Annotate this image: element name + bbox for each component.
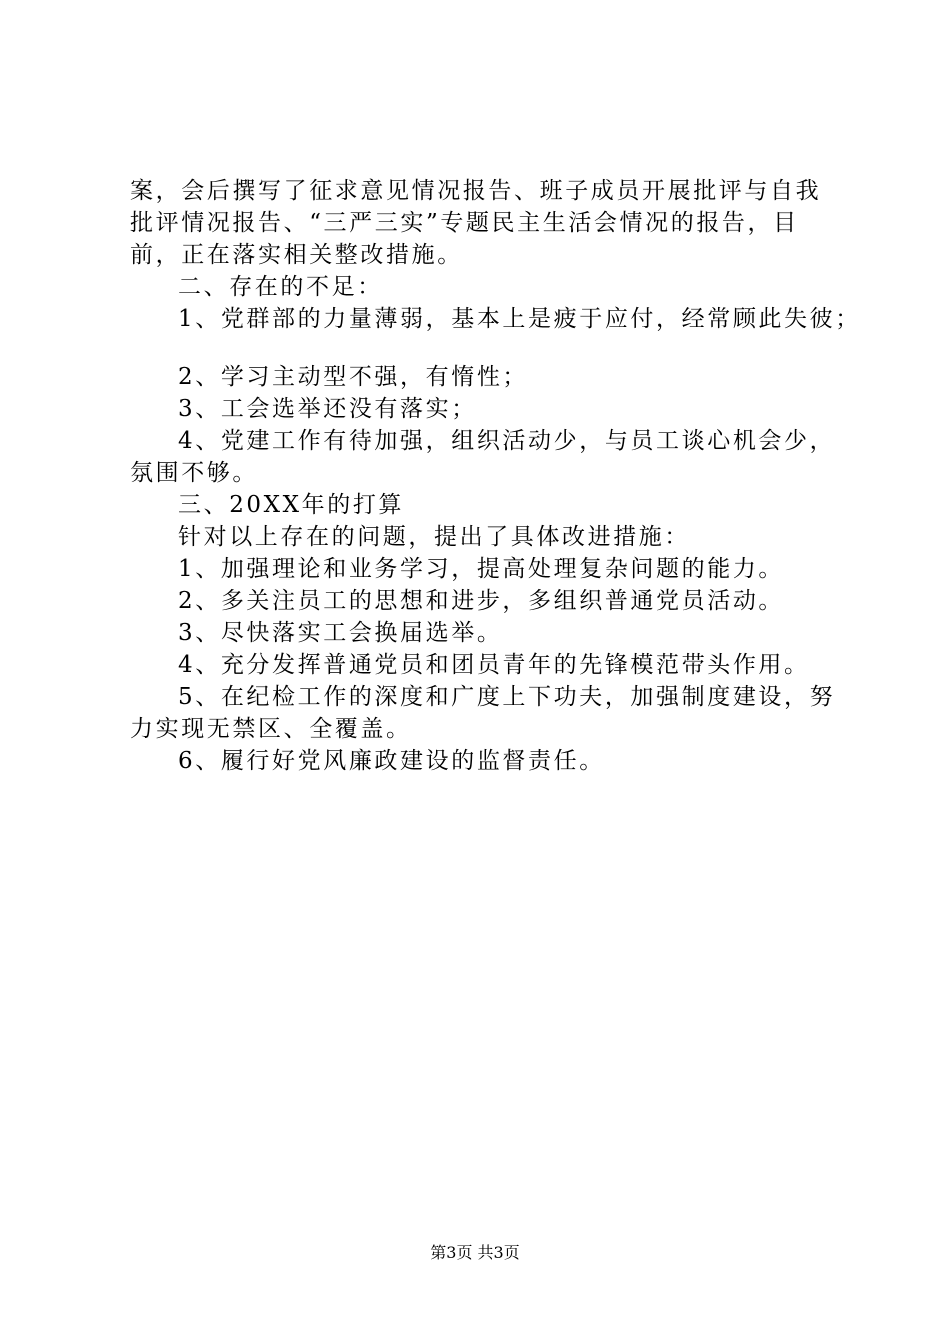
- section-heading: 二、存在的不足：: [178, 274, 383, 300]
- list-item: 2、多关注员工的思想和进步，多组织普通党员活动。: [178, 588, 785, 614]
- list-item: 4、充分发挥普通党员和团员青年的先锋模范带头作用。: [178, 652, 810, 678]
- list-item: 3、工会选举还没有落实；: [178, 396, 477, 422]
- list-item: 5、在纪检工作的深度和广度上下功夫，加强制度建设，努: [178, 684, 836, 710]
- body-text-line: 批评情况报告、“三严三实”专题民主生活会情况的报告，目: [130, 210, 799, 236]
- body-text-line: 前，正在落实相关整改措施。: [130, 242, 463, 268]
- list-item-continuation: 氛围不够。: [130, 460, 258, 486]
- list-item: 4、党建工作有待加强，组织活动少，与员工谈心机会少，: [178, 428, 836, 454]
- body-text-line: 针对以上存在的问题，提出了具体改进措施：: [178, 524, 690, 550]
- section-heading: 三、20XX年的打算: [178, 492, 405, 518]
- list-item: 1、加强理论和业务学习，提高处理复杂问题的能力。: [178, 556, 785, 582]
- page-number-footer: 第3页 共3页: [430, 1243, 520, 1262]
- body-text-line: 案，会后撰写了征求意见情况报告、班子成员开展批评与自我: [130, 178, 822, 204]
- list-item: 3、尽快落实工会换届选举。: [178, 620, 503, 646]
- list-item: 2、学习主动型不强，有惰性；: [178, 364, 529, 390]
- list-item-continuation: 力实现无禁区、全覆盖。: [130, 716, 412, 742]
- list-item: 6、履行好党风廉政建设的监督责任。: [178, 748, 605, 774]
- list-item: 1、党群部的力量薄弱，基本上是疲于应付，经常顾此失彼；: [178, 306, 861, 332]
